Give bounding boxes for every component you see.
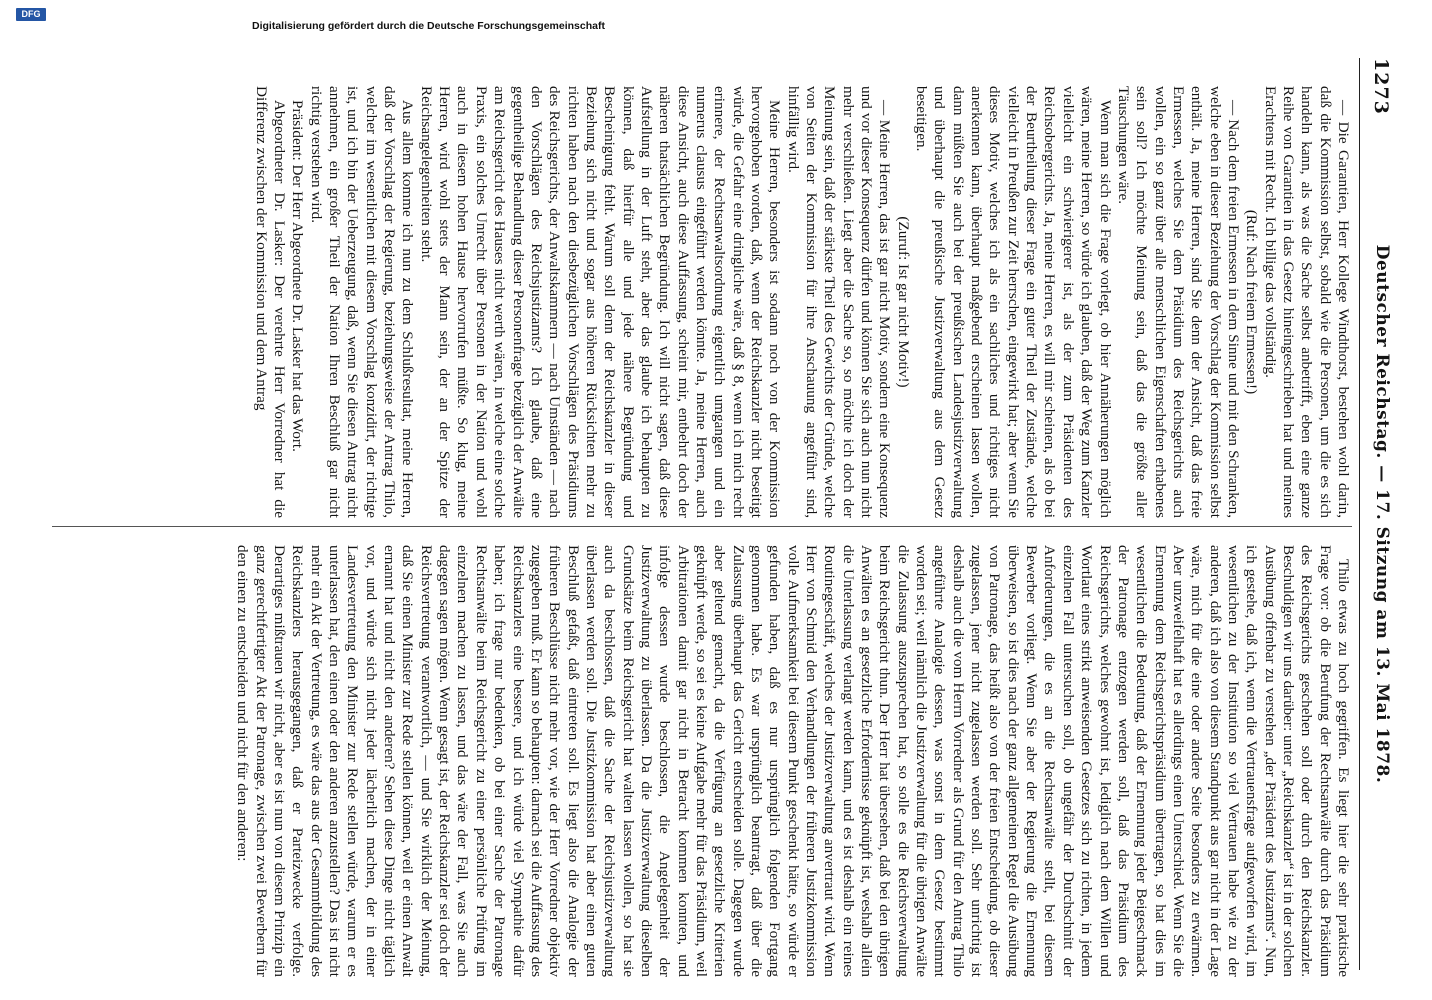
paragraph: — Nach dem freien Ermessen in dem Sinne und mit den Schranken, welche eben in dieser Beziehung der Vorschlag der Kommission selbst enthält. Ja, meine Herren, sind Sie denn der Ansicht, daß das freie Ermessen, welches Sie dem Präsidium des Reichsgerichts auch wollen, ein so ganz über alle menschlichen Eigenschaften erhabenes sein soll? Ich möchte Meinung sein, daß das die größte aller Täuschungen wäre. [1114,86,1242,518]
speaker-lasker: Abgeordneter Dr. Lasker: Der verehrte Herr Vorredner hat die Differenz zwischen der Kommission und dem Antrag [252,86,289,518]
interjection: (Ruf: Nach freiem Ermessen!) [1243,209,1261,395]
column-divider [52,526,1352,527]
header-title: Deutscher Reichstag. — 17. Sitzung am 13. Mai 1878. [1372,244,1392,784]
paragraph: Wenn man sich die Frage vorlegt, ob hier Annäherungen möglich wären, meine Herren, so würde ich glauben, daß der Weg zum Kanzler vielleicht ein schwierigerer ist, als der zum Präsidenten des Reichsobergerichts. Ja, meine Herren, es will mir scheinen, als ob bei der Beurtheilung dieser Frage ein guter Theil der Zustände, welche vielleicht in Preußen zur Zeit herrschen, eingewirkt hat; aber wenn Sie dieses Motiv, welches ich als ein sachliches und richtiges nicht anerkennen kann, überhaupt maßgebend erscheinen lassen wollen, dann müßten Sie auch bei der preußischen Landesjustizverwaltung und überhaupt die preußische Justizverwaltung aus dem Gesetz beseitigen. [913,86,1114,518]
header-rule [1359,58,1360,970]
speaker-president: Präsident: Der Herr Abgeordnete Dr. Lasker hat das Wort. [289,100,307,452]
paragraph: Aus allem komme ich nun zu dem Schlußresultat, meine Herren, daß der Vorschlag der Regierung, beziehungsweise der Antrag Thilo, welcher im wesentlichen mit diesem Vorschlag konzidirt, der richtige ist, und ich bin der Ueberzeugung, daß, wenn Sie diesen Antrag nicht annehmen, ein großer Theil der Nation Ihren Beschluß gar nicht richtig verstehen wird. [307,86,417,518]
paragraph: — Die Garantien, Herr Kollege Windthorst, bestehen wohl darin, daß die Kommission selbst, sobald wie die Personen, um die es sich handeln kann, als was die Sache selbst anbetrifft, eben eine ganze Reihe von Garantien in das Gesetz hineingeschrieben hat und meines Erachtens mit Recht. Ich billige das vollständig. [1261,86,1352,518]
paragraph: Meine Herren, besonders ist sodann noch von der Kommission hervorgehoben worden, daß, wenn der Reichskanzler nicht beseitigt würde, die Gefahr eine dringliche wäre, daß § 8, wenn ich mich recht erinnere, der Rechtsanwaltsordnung eigentlich umgangen und ein numerus clausus eingeführt werden könnte. Ja, meine Herren, auch diese Ansicht, auch diese Auffassung, scheint mir, entbehrt doch der näheren thatsächlichen Begründung. Ich will nicht sagen, daß diese Aufstellung in der Luft steht, aber das glaube ich behaupten zu können, daß hierfür alle und jede nähere Begründung und Bescheinigung fehlt. Warum soll denn der Reichskanzler in dieser Beziehung sich nicht und sogar aus höheren Rücksichten mehr zu richten haben nach den diesbezüglichen Vorschlägen des Präsidiums des Reichsgerichts, der Anwaltskammern — nach Umständen — nach den Vorschlägen des Reichsjustizamts? Ich glaube, daß eine gegentheilige Behandlung dieser Personenfrage bezüglich der Anwälte am Reichsgericht des Hauses nicht werth wären, in welche eine solche Praxis, ein solches Unrecht über Personen in der Nation und wohl auch in diesem hohen Hause hervorrufen müßte. So klug, meine Herren, wird wohl stets der Mann sein, der an der Spitze der Reichsangelegenheiten steht. [417,86,784,518]
interjection: (Zuruf: Ist gar nicht Motiv!) [894,216,912,388]
paragraph: Thilo etwas zu hoch gegriffen. Es liegt hier die sehr praktische Frage vor: ob die Berufung der Rechtsanwälte durch das Präsidium des Reichsgerichts geschehen soll oder durch den Reichskanzler. Beschuldigen wir uns darüber: unter „Reichskanzler“ ist in der solchen Ausübung offenbar zu verstehen „der Präsident des Justizamts“. Nun, ich gestehe, daß ich, wenn die Vertrauensfrage aufgeworfen wird, im wesentlichen zu der Institution so viel Vertrauen habe wie zu der anderen, daß ich also von diesem Standpunkt aus gar nicht in der Lage wäre, mich für die eine oder andere Seite besonders zu erwärmen. Aber unzweifelhaft hat es allerdings einen Unterschied. Wenn Sie die Ernennung dem Reichsgerichtspräsidium übertragen, so hat dies im wesentlichen die Bedeutung, daß der Ernennung jeder Beigeschmack der Patronage entzogen werden soll, daß das Präsidium des Reichsgerichts, welches gewohnt ist, lediglich nach dem Willen und Wortlaut eines strikt anweisenden Gesetzes sich zu richten, in jedem einzelnen Fall untersuchen soll, ob ungefähr der Durchschnitt der Anforderungen, die es an die Rechtsanwälte stellt, bei diesem Bewerber vorliegt. Wenn Sie aber der Regierung die Ernennung überweisen, so ist dies nach der ganz allgemeinen Regel die Ausübung von Patronage, das heißt also von der freien Entscheidung, ob dieser zugelassen, jener nicht zugelassen werden soll. Sehr unrichtig ist deshalb auch die vom Herrn Vorredner als Grund für den Antrag Thilo angeführte Analogie dessen, was sonst in dem Gesetz bestimmt worden sei; weil nämlich die Justizverwaltung für die übrigen Anwälte die Zulassung auszusprechen hat, so solle es die Reichsverwaltung beim Reichsgericht thun. Der Herr hat übersehen, daß bei den übrigen Anwälten es an gesetzliche Erfordernisse geknüpft ist, weshalb allein die Unterlassung verlangt werden kann, und es ist deshalb ein reines Routinegeschäft, welches der Justizverwaltung anvertraut wird. Wenn Herr von Schmid den Verhandlungen der früheren Justizkommission volle Aufmerksamkeit bei diesem Punkt geschenkt hätte, so würde er gefunden haben, daß es nur ursprünglich folgenden Fortgang genommen habe. Es war ursprünglich beantragt, daß über die Zulassung überhaupt das Gericht entscheiden solle. Dagegen wurde aber geltend gemacht, da die Verfügung an gesetzliche Kriterien geknüpft werde, so sei es keine Aufgabe mehr für das Präsidium, weil Arbitrationen damit gar nicht in Betracht kommen konnten, und infolge dessen wurde beschlossen, die Angelegenheit der Justizverwaltung zu überlassen. Da die Justizverwaltung dieselben Grundsätze beim Reichsgericht hat walten lassen wollen, so hat sie auch da beschlossen, daß die Sache der Reichsjustizverwaltung überlassen werden soll. Die Justizkommission hat aber einen guten Beschluß gefaßt, daß eintreten soll. Es liegt also die Analogie der früheren Beschlüsse nicht mehr vor, wie der Herr Vorredner objektiv zugegeben muß. Er kann so behaupten: darnach sei die Auffassung des Reichskanzlers eine bessere, und ich würde viel Sympathie dafür haben; ich frage nur bedenken, ob bei einer Sache der Patronage Rechtsanwälte beim Reichsgericht zu einer persönliche Prüfung im einzelnen machen zu lassen, und das wäre der Fall, was Sie auch dagegen sagen mögen. Wenn gesagt ist, der Reichskanzler sei doch der Reichsvertretung verantwortlich, — und Sie wirklich der Meinung, daß Sie einen Minister zur Rede stellen können, weil er einen Anwalt ernannt hat und nicht den anderen? Sehen diese Dinge nicht täglich vor, und würde sich nicht jeder lächerlich machen, der in einer Landesvertretung den Minister zur Rede stellen würde, warum er es unterlassen hat, den einen oder den anderen anzustellen? Das ist nicht mehr ein Akt der Vertretung, es wäre das aus der Gesammtbildung des Reichskanzlers herausgegangen, daß er Parteizwecke verfolge. Derartiges mißtrauen wir nicht, aber es ist nun von diesem Prinzip ein ganz gerechtfertigter Akt der Patronage, zwischen zwei Bewerbern für den einen zu entscheiden und nicht für den anderen: [234,545,1352,977]
text-column-left-of-reading [233,545,1352,977]
page-number: 1273 [1370,58,1392,115]
dfg-logo: DFG [16,8,46,21]
running-head [1366,58,1392,970]
digitization-note: Digitalisierung gefördert durch die Deutsche Forschungsgemeinschaft [252,20,605,32]
paragraph: — Meine Herren, das ist gar nicht Motiv, sondern eine Konsequenz und vor dieser Konsequenz dürfen und können Sie sich auch nun nicht mehr verschließen. Liegt aber die Sache so, so möchte ich doch der Meinung sein, daß der stärkste Theil des Gewichts der Gründe, welche von Seiten der Kommission für ihre Anschauung angeführt sind, hinfällig wird. [784,86,894,518]
text-column-right-of-reading [251,86,1352,518]
